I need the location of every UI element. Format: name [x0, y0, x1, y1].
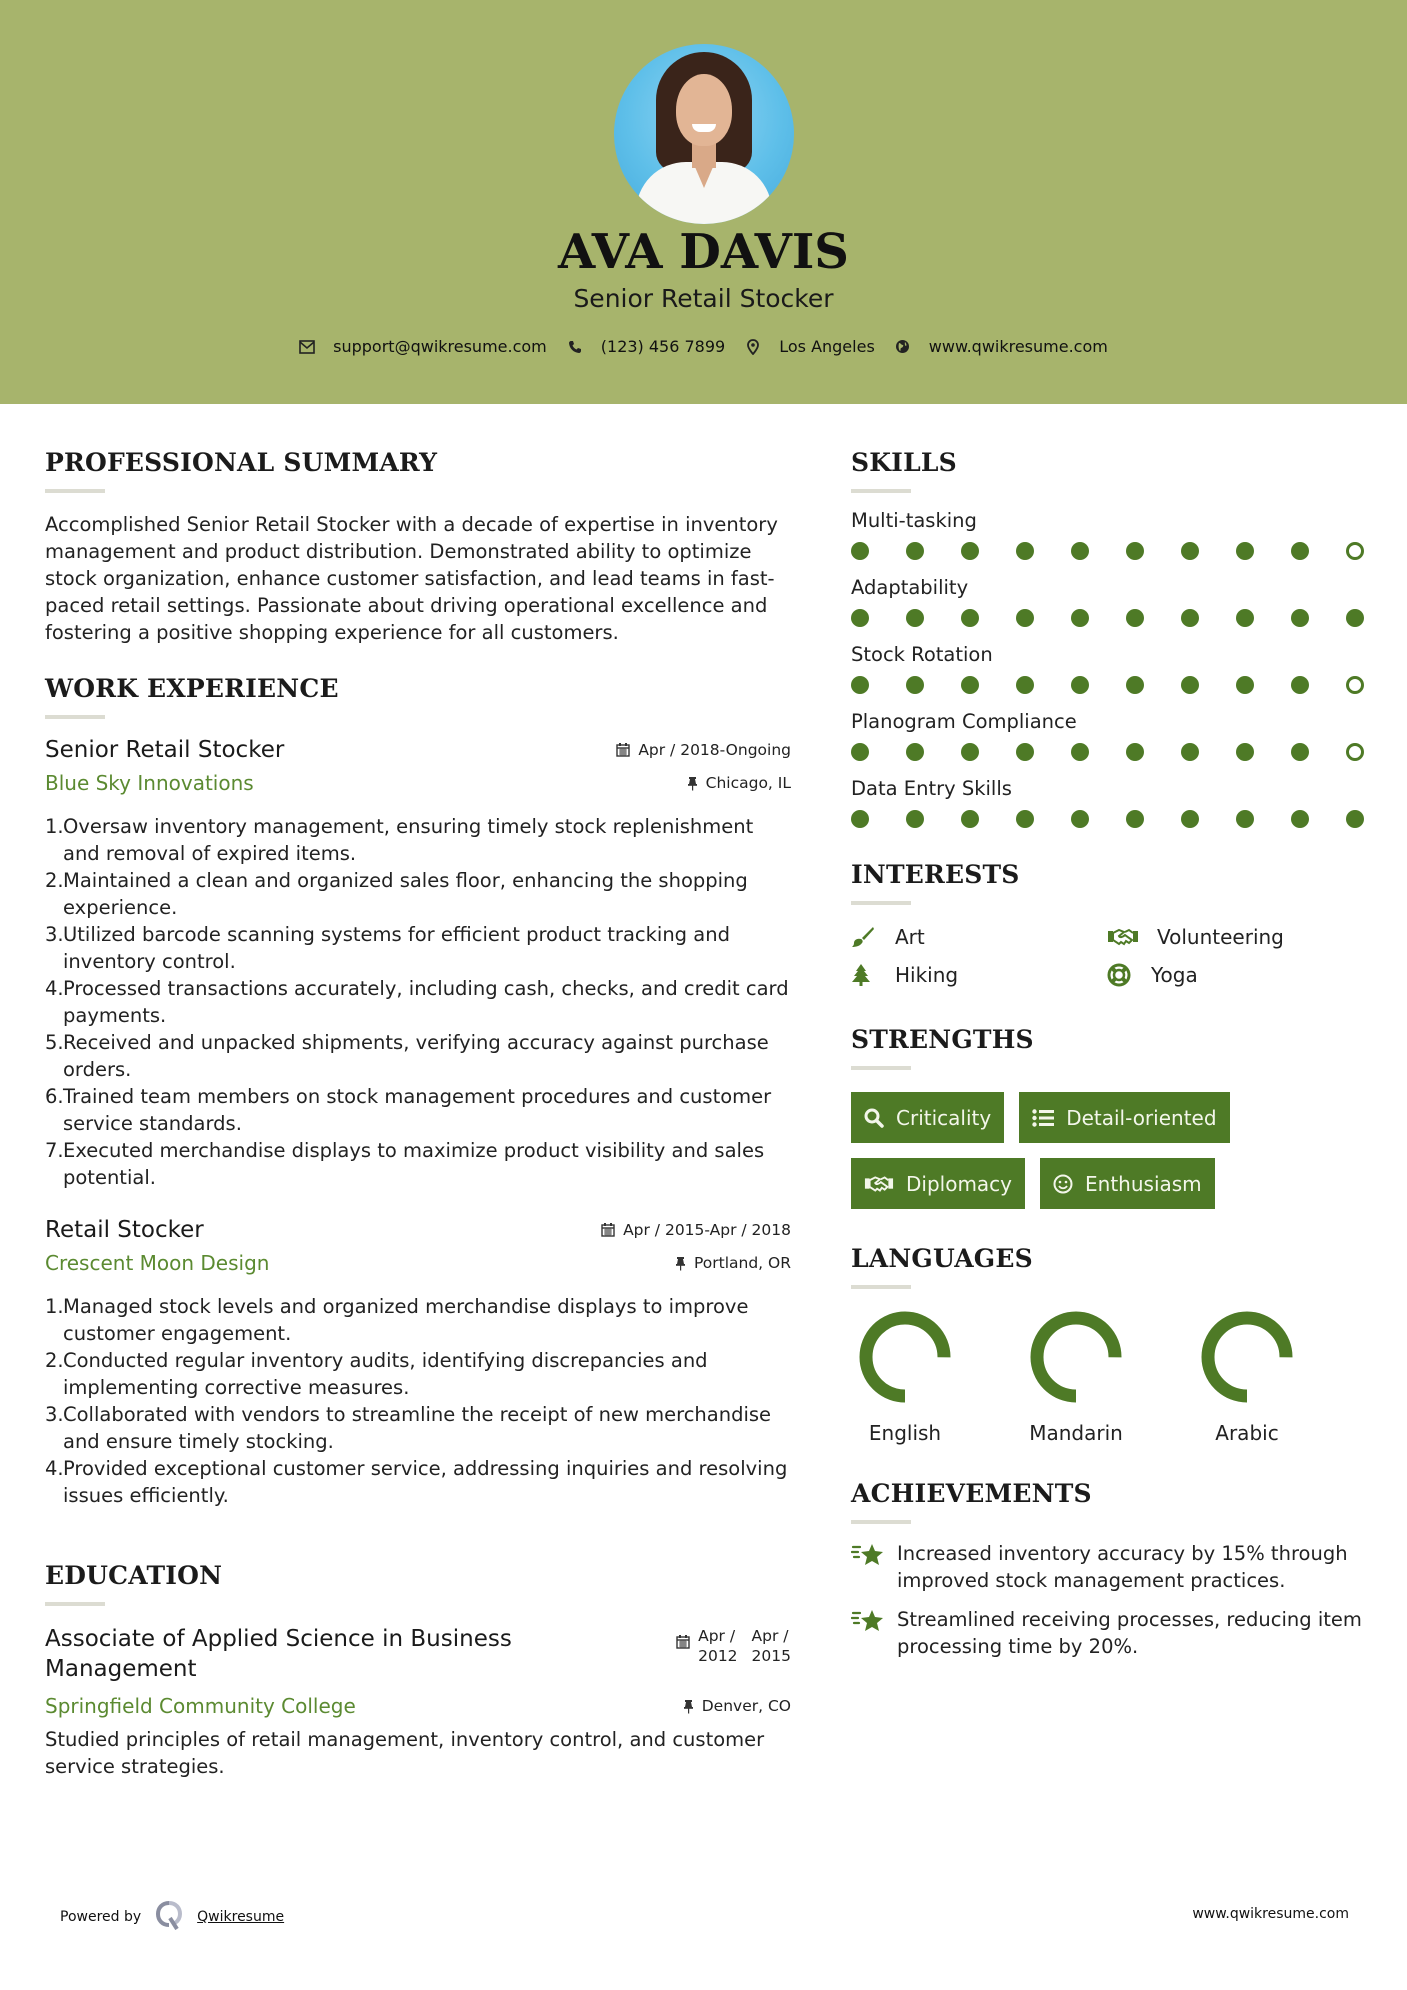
filled-dot-icon [1016, 542, 1034, 560]
filled-dot-icon [1236, 743, 1254, 761]
filled-dot-icon [1181, 609, 1199, 627]
education-description: Studied principles of retail management, inventory control, and customer service strategies. [45, 1728, 765, 1778]
company-name: Blue Sky Innovations [45, 771, 254, 795]
qwikresume-link[interactable]: Qwikresume [197, 1909, 285, 1925]
filled-dot-icon [1126, 542, 1144, 560]
filled-dot-icon [1291, 743, 1309, 761]
filled-dot-icon [851, 542, 869, 560]
job-location: Chicago, IL [687, 774, 791, 792]
filled-dot-icon [1071, 609, 1089, 627]
contact-location-text: Los Angeles [779, 337, 875, 356]
filled-dot-icon [1291, 810, 1309, 828]
interest-item-volunteering: Volunteering [1107, 925, 1363, 949]
filled-dot-icon [851, 743, 869, 761]
bullet-item: 3. Collaborated with vendors to streamline the receipt of new merchandise and ensure timely stocking. [45, 1403, 772, 1453]
section-divider [851, 489, 911, 493]
bullet-item: 2. Conducted regular inventory audits, identifying discrepancies and implementing corrective measures. [45, 1349, 708, 1399]
filled-dot-icon [1126, 743, 1144, 761]
language-progress-ring [1201, 1311, 1293, 1403]
contact-website[interactable] [895, 337, 1108, 356]
bullet-item: 1. Managed stock levels and organized merchandise displays to improve customer engagement. [45, 1295, 749, 1345]
degree-title: Associate of Applied Science in Business Management [45, 1626, 512, 1682]
filled-dot-icon [1291, 542, 1309, 560]
interest-item-yoga: Yoga [1107, 963, 1363, 987]
skill-name: Planogram Compliance [851, 710, 1077, 733]
list-icon [1032, 1109, 1054, 1127]
filled-dot-icon [1016, 676, 1034, 694]
job-dates: Apr / 2018-Ongoing [616, 741, 791, 759]
languages-list [851, 1311, 1371, 1445]
map-pin-icon [745, 339, 761, 355]
filled-dot-icon [1126, 676, 1144, 694]
skill-rating [851, 810, 1371, 828]
filled-dot-icon [1126, 810, 1144, 828]
bullet-item: 4. Provided exceptional customer service, addressing inquiries and resolving issues efficiently. [45, 1457, 788, 1507]
strength-chip-criticality: Criticality [851, 1092, 1004, 1143]
skill-name: Multi-tasking [851, 509, 977, 532]
section-divider [45, 489, 105, 493]
bullet-item: 7. Executed merchandise displays to maximize product visibility and sales potential. [45, 1139, 765, 1189]
filled-dot-icon [1126, 609, 1144, 627]
section-heading: LANGUAGES [851, 1244, 1033, 1273]
qwikresume-logo-icon [155, 1900, 183, 1934]
summary-text: Accomplished Senior Retail Stocker with a decade of expertise in inventory management and product distribution. Demonstrated ability to optimize stock organization, enhance customer satisfaction, and lead teams in fast-paced retail settings. Passionate about driving operational excellence and fostering a positive shopping experience for all customers. [45, 513, 778, 644]
section-heading: INTERESTS [851, 860, 1020, 889]
candidate-name: AVA DAVIS [558, 224, 849, 280]
skills-section [851, 448, 1371, 828]
search-icon [864, 1108, 884, 1128]
filled-dot-icon [1346, 810, 1364, 828]
filled-dot-icon [1236, 542, 1254, 560]
interest-item-hiking: Hiking [851, 963, 1107, 987]
section-divider [45, 715, 105, 719]
pushpin-icon [675, 1256, 686, 1271]
filled-dot-icon [906, 542, 924, 560]
filled-dot-icon [961, 542, 979, 560]
phone-icon [567, 339, 583, 355]
skill-item [851, 777, 1371, 828]
interests-section [851, 860, 1371, 987]
calendar-icon [616, 742, 630, 757]
calendar-icon [676, 1634, 690, 1649]
section-heading: STRENGTHS [851, 1025, 1034, 1054]
filled-dot-icon [1071, 542, 1089, 560]
left-column [45, 404, 791, 1780]
filled-dot-icon [1016, 609, 1034, 627]
interests-grid [851, 925, 1371, 987]
bullet-item: 3. Utilized barcode scanning systems for efficient product tracking and inventory control. [45, 923, 730, 973]
job-bullets [45, 1293, 791, 1509]
job-title: Senior Retail Stocker [45, 737, 285, 763]
contact-email-text: support@qwikresume.com [333, 337, 547, 356]
shooting-star-icon [851, 1608, 885, 1638]
profile-photo [614, 44, 794, 224]
strengths-section [851, 1025, 1371, 1224]
section-heading: EDUCATION [45, 1561, 223, 1590]
filled-dot-icon [1181, 676, 1199, 694]
languages-section [851, 1244, 1371, 1445]
filled-dot-icon [851, 609, 869, 627]
strength-chip-enthusiasm: Enthusiasm [1040, 1158, 1215, 1209]
education-section [45, 1561, 791, 1780]
lifebuoy-icon [1107, 963, 1135, 987]
skill-rating [851, 609, 1371, 627]
paintbrush-icon [851, 925, 879, 949]
language-progress-ring [859, 1311, 951, 1403]
filled-dot-icon [1236, 609, 1254, 627]
pushpin-icon [683, 1699, 694, 1714]
language-item-arabic: Arabic [1193, 1311, 1364, 1445]
filled-dot-icon [961, 676, 979, 694]
skill-rating [851, 542, 1371, 560]
bullet-item: 2. Maintained a clean and organized sales floor, enhancing the shopping experience. [45, 869, 748, 919]
filled-dot-icon [1071, 743, 1089, 761]
empty-dot-icon [1346, 743, 1364, 761]
section-divider [851, 1520, 911, 1524]
filled-dot-icon [1236, 676, 1254, 694]
skill-name: Adaptability [851, 576, 969, 599]
shooting-star-icon [851, 1542, 885, 1572]
filled-dot-icon [1236, 810, 1254, 828]
job-entry [45, 737, 791, 1191]
job-title: Retail Stocker [45, 1217, 204, 1243]
filled-dot-icon [961, 743, 979, 761]
work-experience-section [45, 674, 791, 1509]
section-heading: PROFESSIONAL SUMMARY [45, 448, 438, 477]
language-item-mandarin: Mandarin [1022, 1311, 1193, 1445]
contact-website-text: www.qwikresume.com [928, 337, 1108, 356]
strength-chip-detail-oriented: Detail-oriented [1019, 1092, 1229, 1143]
job-bullets [45, 813, 791, 1191]
filled-dot-icon [1181, 810, 1199, 828]
job-dates: Apr / 2015-Apr / 2018 [601, 1221, 791, 1239]
filled-dot-icon [1346, 609, 1364, 627]
filled-dot-icon [1016, 810, 1034, 828]
skill-item [851, 643, 1371, 694]
filled-dot-icon [1181, 542, 1199, 560]
skill-rating [851, 743, 1371, 761]
language-item-english: English [851, 1311, 1022, 1445]
filled-dot-icon [1071, 676, 1089, 694]
language-progress-ring [1030, 1311, 1122, 1403]
section-heading: ACHIEVEMENTS [851, 1479, 1092, 1508]
contact-location [745, 337, 875, 356]
bullet-item: 6. Trained team members on stock management procedures and customer service standards. [45, 1085, 772, 1135]
achievements-section [851, 1479, 1371, 1660]
pushpin-icon [687, 776, 698, 791]
globe-icon [895, 339, 911, 355]
contact-bar [0, 337, 1407, 356]
section-divider [851, 901, 911, 905]
bullet-item: 5. Received and unpacked shipments, verifying accuracy against purchase orders. [45, 1031, 769, 1081]
footer-powered-by: Powered by Qwikresume [60, 1900, 284, 1934]
resume-header [0, 0, 1407, 404]
education-dates: Apr / 2012 Apr / 2015 [676, 1626, 791, 1684]
tree-icon [851, 963, 879, 987]
skill-item [851, 710, 1371, 761]
filled-dot-icon [1181, 743, 1199, 761]
achievement-item: Increased inventory accuracy by 15% through improved stock management practices. [851, 1540, 1371, 1594]
strength-chip-diplomacy: Diplomacy [851, 1158, 1025, 1209]
interest-item-art: Art [851, 925, 1107, 949]
skill-name: Stock Rotation [851, 643, 993, 666]
candidate-title: Senior Retail Stocker [573, 284, 834, 313]
school-name: Springfield Community College [45, 1694, 356, 1718]
smile-icon [1053, 1174, 1073, 1194]
contact-phone-text: (123) 456 7899 [600, 337, 726, 356]
section-heading: WORK EXPERIENCE [45, 674, 339, 703]
filled-dot-icon [851, 810, 869, 828]
calendar-icon [601, 1222, 615, 1237]
right-column [851, 404, 1371, 1660]
filled-dot-icon [961, 810, 979, 828]
filled-dot-icon [851, 676, 869, 694]
skills-list [851, 509, 1371, 828]
contact-phone[interactable] [567, 337, 725, 356]
section-divider [851, 1066, 911, 1070]
skill-name: Data Entry Skills [851, 777, 1012, 800]
education-location: Denver, CO [683, 1697, 791, 1715]
envelope-icon [299, 339, 315, 355]
filled-dot-icon [1071, 810, 1089, 828]
skill-item [851, 509, 1371, 560]
footer-website-link[interactable]: www.qwikresume.com [1192, 1906, 1349, 1922]
strengths-list [851, 1092, 1371, 1224]
filled-dot-icon [906, 609, 924, 627]
handshake-icon [864, 1174, 894, 1194]
filled-dot-icon [961, 609, 979, 627]
filled-dot-icon [1291, 609, 1309, 627]
section-divider [851, 1285, 911, 1289]
achievement-item: Streamlined receiving processes, reducing item processing time by 20%. [851, 1606, 1371, 1660]
empty-dot-icon [1346, 542, 1364, 560]
handshake-icon [1107, 925, 1141, 949]
filled-dot-icon [906, 810, 924, 828]
section-divider [45, 1602, 105, 1606]
filled-dot-icon [1016, 743, 1034, 761]
professional-summary-section [45, 448, 791, 646]
job-entry [45, 1217, 791, 1509]
filled-dot-icon [906, 743, 924, 761]
bullet-item: 4. Processed transactions accurately, including cash, checks, and credit card payments. [45, 977, 789, 1027]
skill-rating [851, 676, 1371, 694]
bullet-item: 1. Oversaw inventory management, ensuring timely stock replenishment and removal of expired items. [45, 815, 754, 865]
company-name: Crescent Moon Design [45, 1251, 270, 1275]
filled-dot-icon [1291, 676, 1309, 694]
job-location: Portland, OR [675, 1254, 791, 1272]
section-heading: SKILLS [851, 448, 957, 477]
contact-email[interactable] [299, 337, 547, 356]
filled-dot-icon [906, 676, 924, 694]
empty-dot-icon [1346, 676, 1364, 694]
skill-item [851, 576, 1371, 627]
